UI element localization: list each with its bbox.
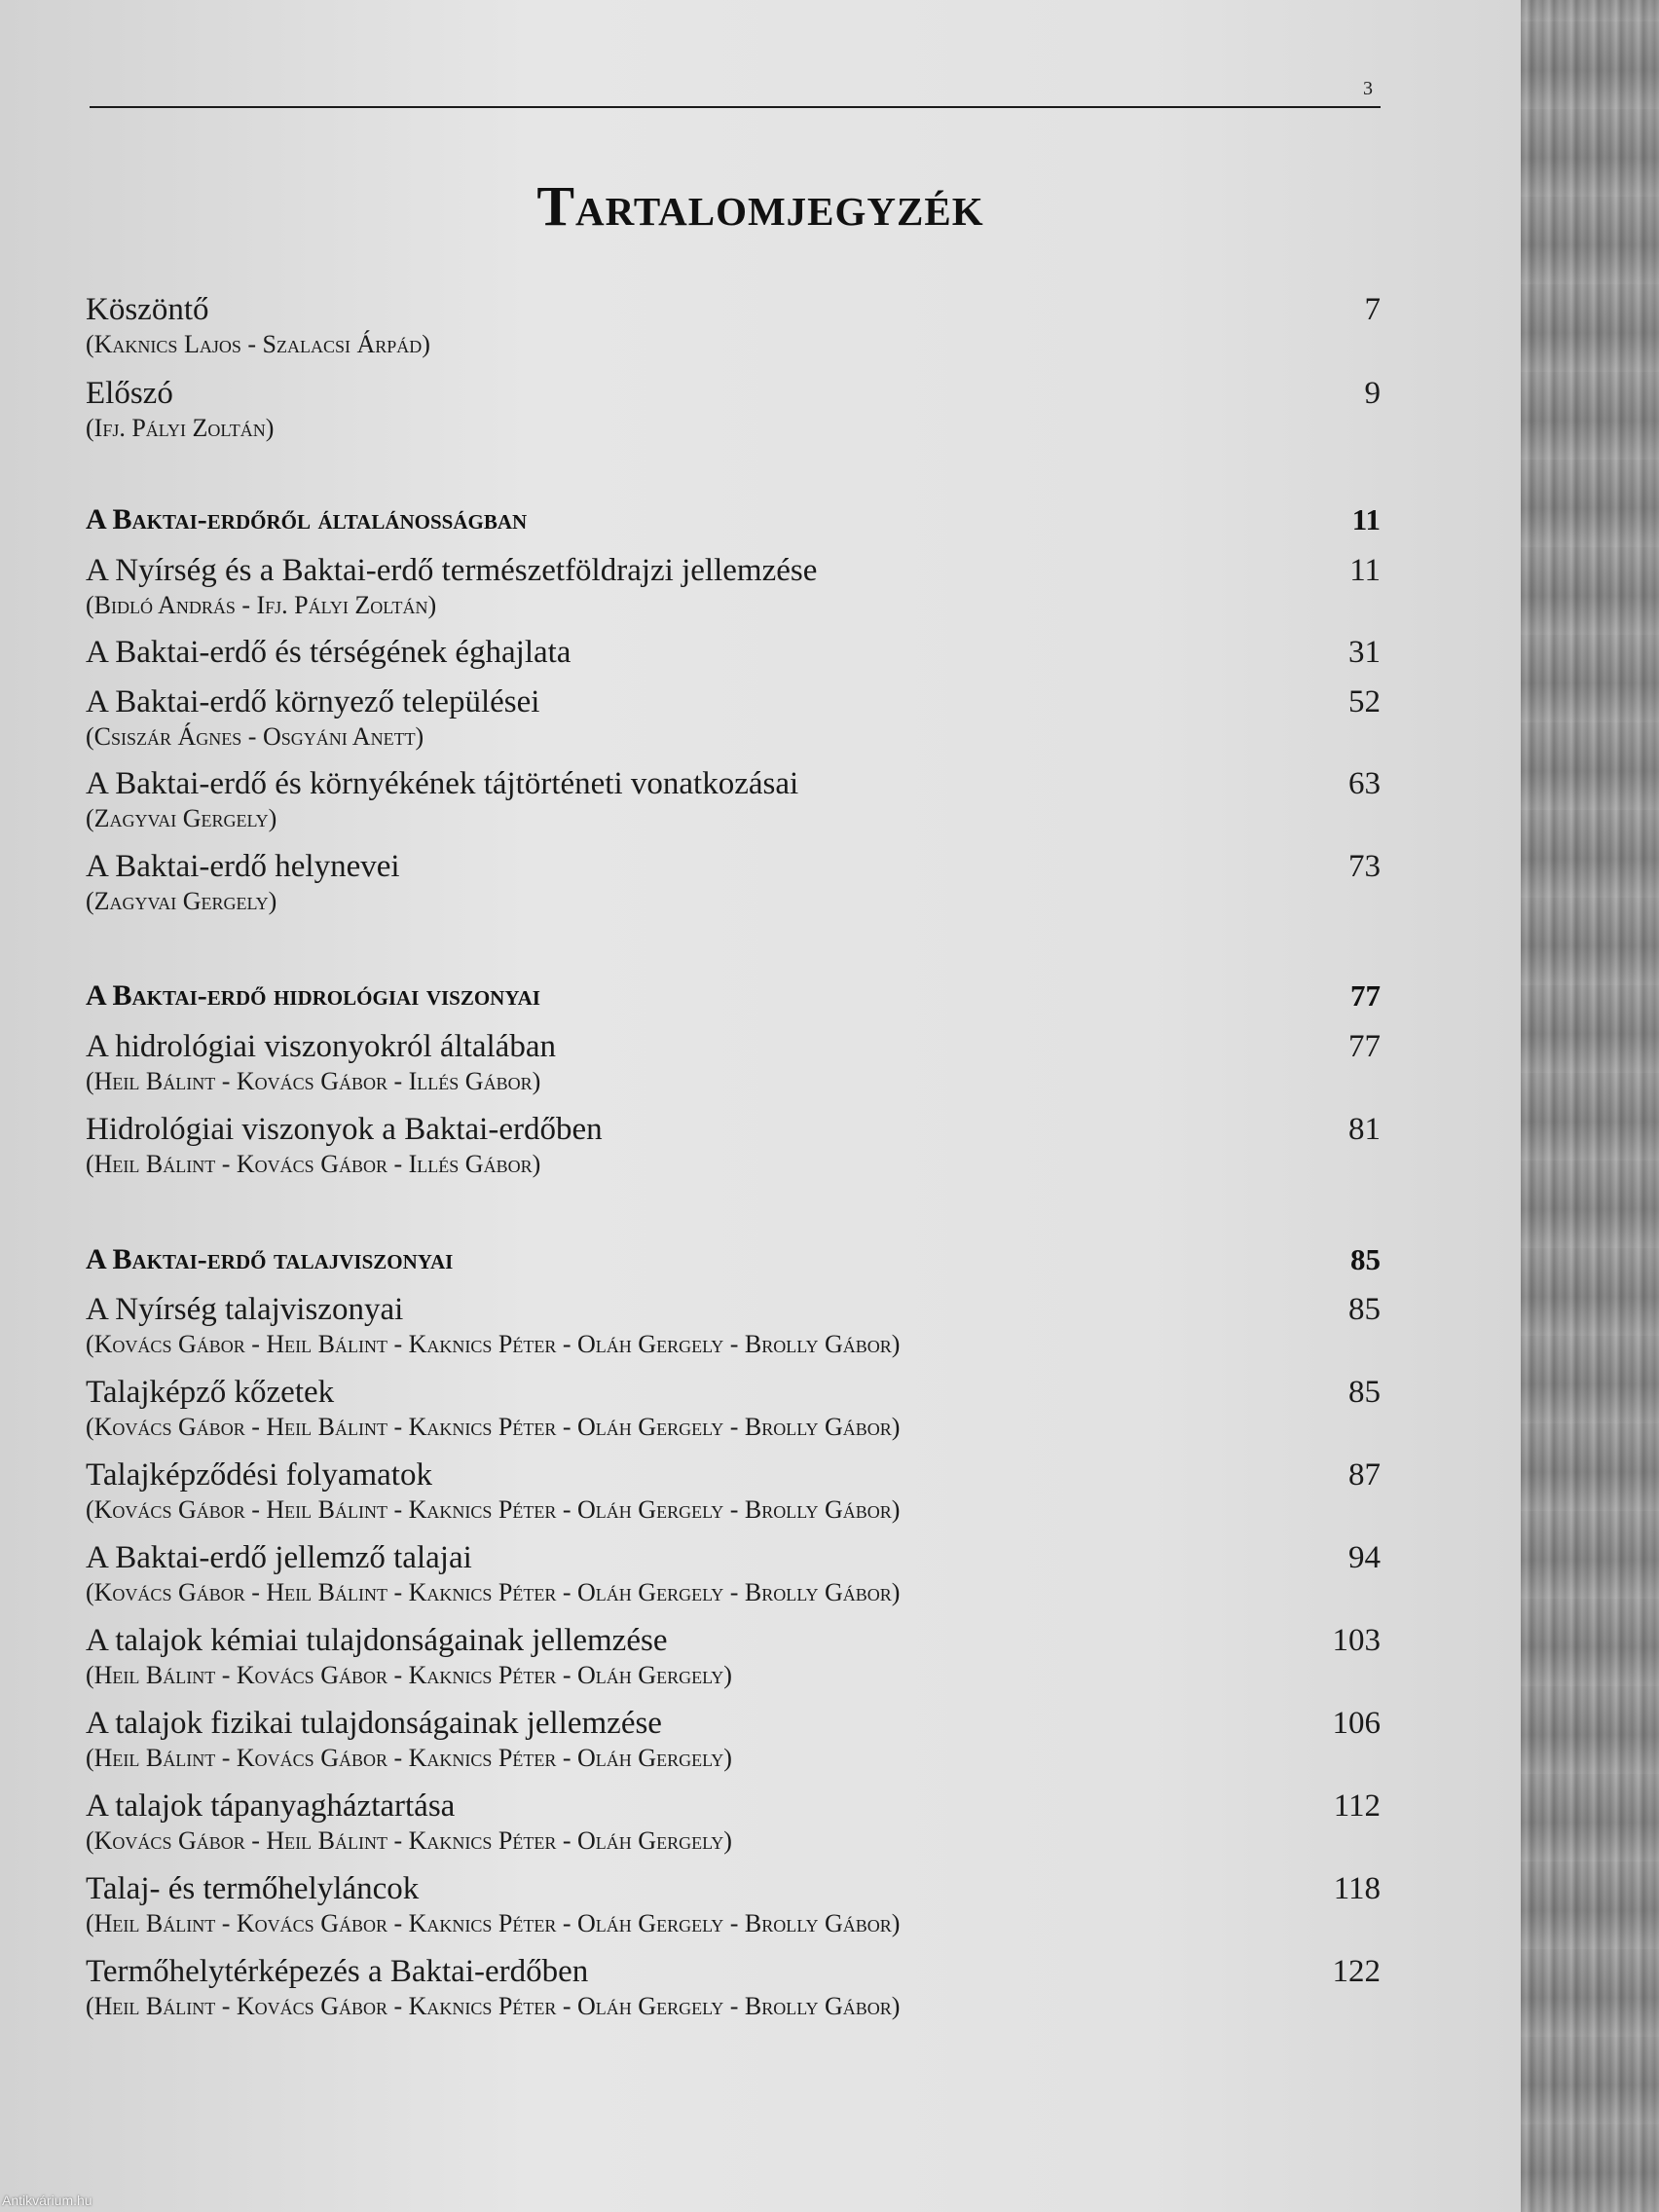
entry-authors: (Heil Bálint - Kovács Gábor - Illés Gábor): [86, 1150, 541, 1178]
toc-entry: [86, 374, 1381, 444]
entry-page: 77: [1348, 1029, 1381, 1064]
entry-title: Köszöntő: [86, 292, 209, 327]
entry-authors: (Heil Bálint - Kovács Gábor - Kaknics Péter - Oláh Gergely): [86, 1661, 732, 1689]
header-rule: [90, 106, 1381, 108]
entry-authors: (Kovács Gábor - Heil Bálint - Kaknics Péter - Oláh Gergely - Brolly Gábor): [86, 1413, 901, 1441]
toc-entry: [86, 1027, 1381, 1097]
entry-authors: (Kovács Gábor - Heil Bálint - Kaknics Péter - Oláh Gergely - Brolly Gábor): [86, 1330, 901, 1358]
entry-page: 94: [1348, 1540, 1381, 1575]
toc-entry: [86, 682, 1381, 753]
entry-title: A talajok kémiai tulajdonságainak jellemzése: [86, 1623, 668, 1658]
entry-title: A Baktai-erdő helynevei: [86, 849, 400, 884]
entry-authors: (Bidló András - Ifj. Pályi Zoltán): [86, 591, 437, 619]
page-number: 3: [1363, 78, 1373, 99]
section-title: A Baktai-erdő hidrológiai viszonyai: [86, 979, 540, 1012]
entry-authors: (Heil Bálint - Kovács Gábor - Kaknics Péter - Oláh Gergely - Brolly Gábor): [86, 1992, 901, 2020]
toc-entry: [86, 1952, 1381, 2022]
entry-page: 103: [1332, 1623, 1381, 1658]
entry-authors: (Heil Bálint - Kovács Gábor - Illés Gábor): [86, 1067, 541, 1095]
entry-page: 87: [1348, 1457, 1381, 1493]
entry-page: 85: [1348, 1375, 1381, 1410]
toc-entry: [86, 764, 1381, 834]
toc-entry: [86, 1869, 1381, 1939]
entry-authors: (Zagyvai Gergely): [86, 804, 277, 832]
entry-title: A Nyírség és a Baktai-erdő természetföldrajzi jellemzése: [86, 553, 818, 588]
entry-page: 118: [1333, 1871, 1381, 1906]
entry-page: 106: [1332, 1706, 1381, 1741]
toc-entry: [86, 1538, 1381, 1608]
entry-authors: (Kovács Gábor - Heil Bálint - Kaknics Péter - Oláh Gergely): [86, 1826, 732, 1855]
entry-authors: (Ifj. Pályi Zoltán): [86, 414, 275, 442]
entry-page: 9: [1364, 376, 1381, 411]
page-edge-background: [1521, 0, 1659, 2212]
entry-authors: (Zagyvai Gergely): [86, 887, 277, 915]
section-heading: [86, 977, 1381, 1015]
toc-entry: [86, 1704, 1381, 1774]
entry-title: Előszó: [86, 376, 173, 411]
toc-entry: [86, 1787, 1381, 1857]
entry-title: A Baktai-erdő és környékének tájtörténeti vonatkozásai: [86, 766, 799, 801]
entry-title: Talajképződési folyamatok: [86, 1457, 432, 1493]
toc-entry: [86, 551, 1381, 621]
section-heading: [86, 500, 1381, 539]
entry-title: A Baktai-erdő és térségének éghajlata: [86, 635, 571, 670]
entry-page: 122: [1332, 1954, 1381, 1989]
entry-title: A hidrológiai viszonyokról általában: [86, 1029, 556, 1064]
entry-page: 63: [1348, 766, 1381, 801]
entry-page: 85: [1348, 1292, 1381, 1327]
entry-authors: (Kovács Gábor - Heil Bálint - Kaknics Péter - Oláh Gergely - Brolly Gábor): [86, 1578, 901, 1606]
entry-title: Talajképző kőzetek: [86, 1375, 335, 1410]
entry-title: A Baktai-erdő jellemző talajai: [86, 1540, 472, 1575]
toc-entry: [86, 1110, 1381, 1180]
entry-page: 52: [1348, 684, 1381, 719]
entry-page: 81: [1348, 1112, 1381, 1147]
toc-entry: [86, 633, 1381, 672]
entry-title: Hidrológiai viszonyok a Baktai-erdőben: [86, 1112, 603, 1147]
section-page: 85: [1350, 1242, 1381, 1276]
toc-entry: [86, 290, 1381, 360]
toc-entry: [86, 1456, 1381, 1526]
section-title: A Baktai-erdőről általánosságban: [86, 503, 528, 535]
entry-page: 73: [1348, 849, 1381, 884]
page-title: Tartalomjegyzék: [536, 174, 984, 238]
entry-title: Talaj- és termőhelyláncok: [86, 1871, 420, 1906]
entry-title: Termőhelytérképezés a Baktai-erdőben: [86, 1954, 589, 1989]
toc-entry: [86, 847, 1381, 917]
watermark: Antikvárium.hu: [2, 2193, 92, 2208]
toc-entry: [86, 1290, 1381, 1360]
entry-title: A Baktai-erdő környező települései: [86, 684, 540, 719]
entry-page: 112: [1333, 1788, 1381, 1824]
section-page: 77: [1350, 978, 1381, 1013]
entry-authors: (Csiszár Ágnes - Osgyáni Anett): [86, 722, 424, 751]
toc-entry: [86, 1621, 1381, 1691]
entry-page: 31: [1348, 635, 1381, 670]
entry-title: A Nyírség talajviszonyai: [86, 1292, 404, 1327]
entry-authors: (Heil Bálint - Kovács Gábor - Kaknics Péter - Oláh Gergely - Brolly Gábor): [86, 1909, 901, 1937]
section-heading: [86, 1240, 1381, 1279]
entry-authors: (Kovács Gábor - Heil Bálint - Kaknics Péter - Oláh Gergely - Brolly Gábor): [86, 1495, 901, 1524]
entry-title: A talajok tápanyagháztartása: [86, 1788, 456, 1824]
entry-authors: (Kaknics Lajos - Szalacsi Árpád): [86, 330, 430, 358]
section-page: 11: [1351, 502, 1381, 536]
section-title: A Baktai-erdő talajviszonyai: [86, 1243, 454, 1275]
toc-entry: [86, 1373, 1381, 1443]
entry-title: A talajok fizikai tulajdonságainak jellemzése: [86, 1706, 662, 1741]
entry-page: 7: [1364, 292, 1381, 327]
entry-authors: (Heil Bálint - Kovács Gábor - Kaknics Péter - Oláh Gergely): [86, 1744, 732, 1772]
entry-page: 11: [1349, 553, 1381, 588]
